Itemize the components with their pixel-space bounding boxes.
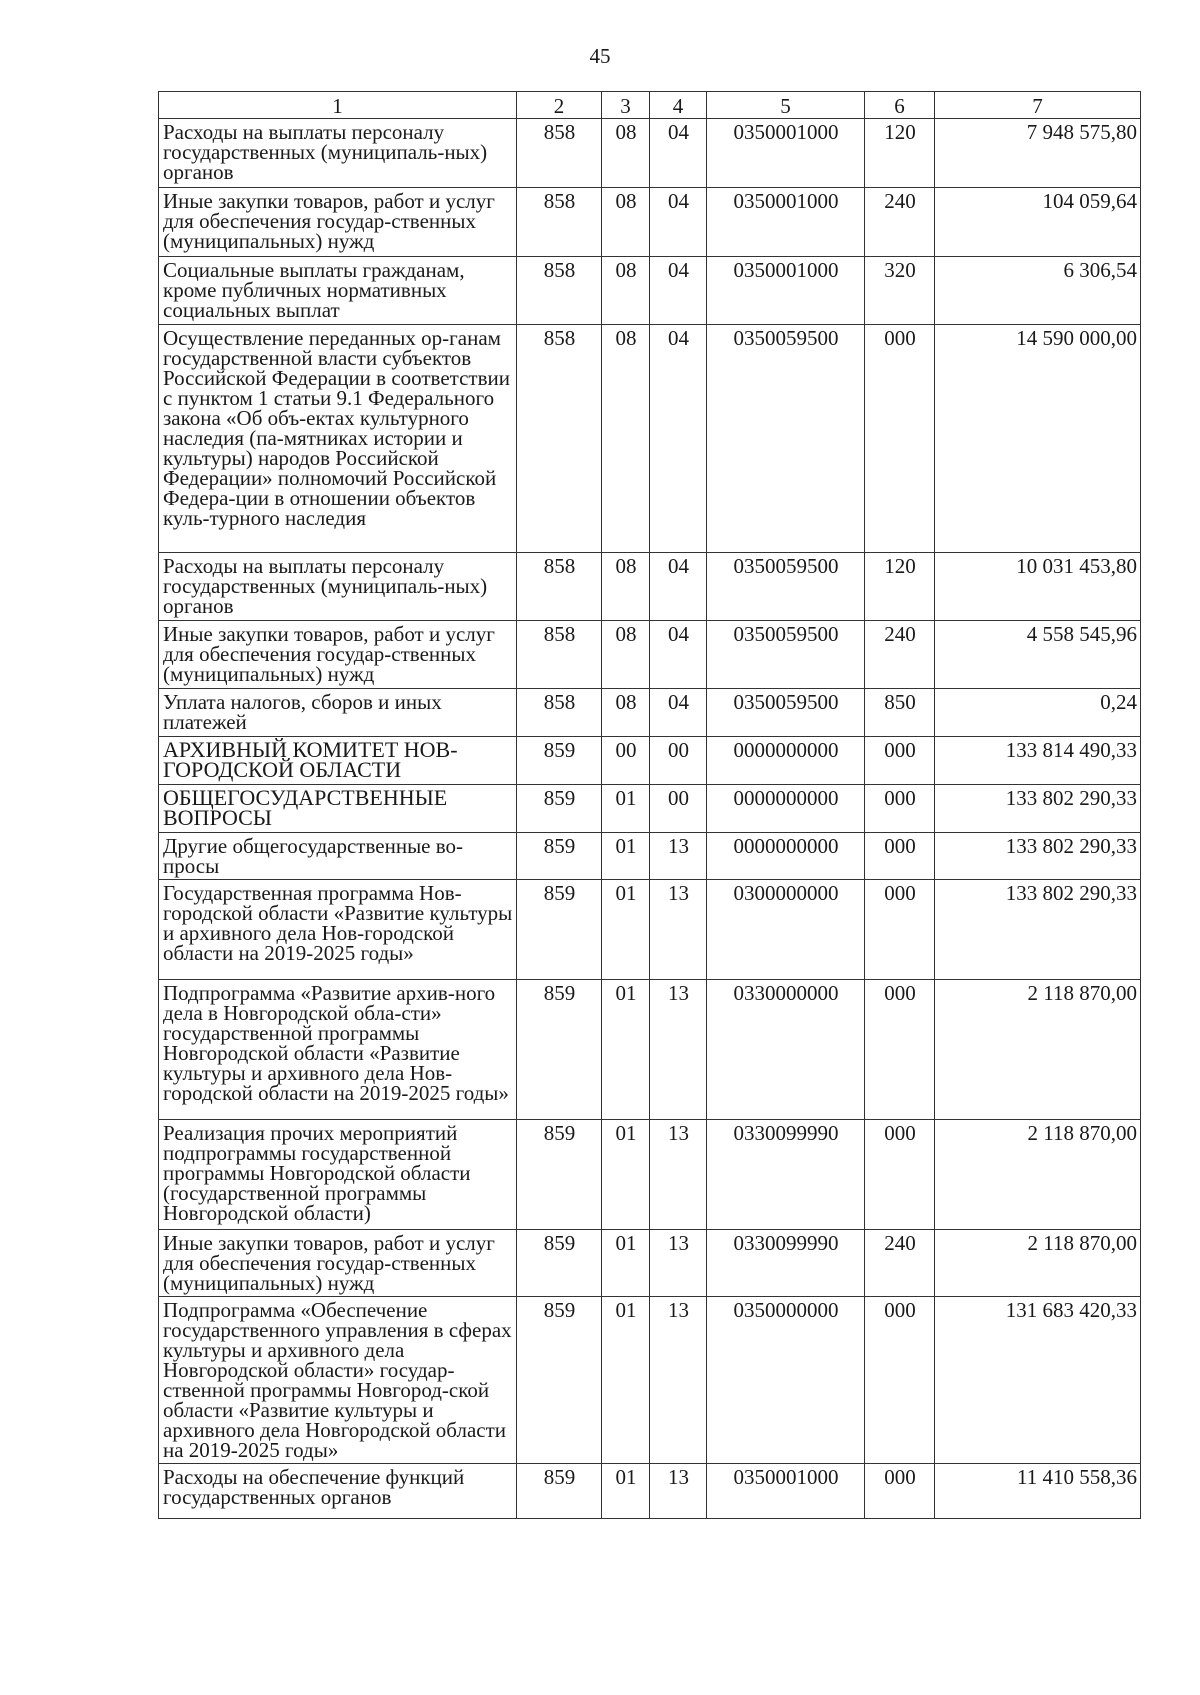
column-header-2: 2 <box>517 92 602 119</box>
section-cell: 01 <box>602 1297 650 1464</box>
section-cell: 01 <box>602 1120 650 1230</box>
amount-cell: 6 306,54 <box>935 257 1141 325</box>
admin-code-cell: 859 <box>517 1120 602 1230</box>
expense-type-cell: 000 <box>865 980 935 1120</box>
target-article-cell: 0000000000 <box>707 785 865 833</box>
section-cell: 08 <box>602 188 650 257</box>
expense-type-cell: 000 <box>865 880 935 980</box>
amount-cell: 0,24 <box>935 689 1141 737</box>
amount-cell: 2 118 870,00 <box>935 980 1141 1120</box>
admin-code-cell: 858 <box>517 689 602 737</box>
row-name-cell: Государственная программа Нов-городской области «Развитие культуры и архивного дела Нов-городской области на 2019-2025 годы» <box>159 880 517 980</box>
row-name-cell: АРХИВНЫЙ КОМИТЕТ НОВ-ГОРОДСКОЙ ОБЛАСТИ <box>159 737 517 785</box>
admin-code-cell: 859 <box>517 737 602 785</box>
target-article-cell: 0000000000 <box>707 833 865 880</box>
subsection-cell: 04 <box>650 188 707 257</box>
section-cell: 08 <box>602 553 650 621</box>
table-row <box>159 1297 1141 1464</box>
expense-type-cell: 000 <box>865 325 935 553</box>
section-cell: 00 <box>602 737 650 785</box>
amount-cell: 7 948 575,80 <box>935 119 1141 188</box>
section-cell: 01 <box>602 833 650 880</box>
expense-type-cell: 320 <box>865 257 935 325</box>
subsection-cell: 00 <box>650 737 707 785</box>
table-row <box>159 119 1141 188</box>
amount-cell: 131 683 420,33 <box>935 1297 1141 1464</box>
amount-cell: 133 802 290,33 <box>935 833 1141 880</box>
section-cell: 01 <box>602 1464 650 1519</box>
amount-cell: 10 031 453,80 <box>935 553 1141 621</box>
table-row <box>159 880 1141 980</box>
target-article-cell: 0350059500 <box>707 689 865 737</box>
target-article-cell: 0000000000 <box>707 737 865 785</box>
row-name-cell: Подпрограмма «Обеспечение государственного управления в сферах культуры и архивного дела Новгородской области» государ-ственной программы Новгород-ской области «Развитие культуры и архивного дела Новгородской области на 2019-2025 годы» <box>159 1297 517 1464</box>
table-row <box>159 980 1141 1120</box>
admin-code-cell: 858 <box>517 553 602 621</box>
expense-type-cell: 850 <box>865 689 935 737</box>
subsection-cell: 13 <box>650 980 707 1120</box>
table-row <box>159 689 1141 737</box>
target-article-cell: 0350059500 <box>707 553 865 621</box>
subsection-cell: 04 <box>650 119 707 188</box>
subsection-cell: 13 <box>650 1297 707 1464</box>
admin-code-cell: 859 <box>517 1297 602 1464</box>
column-header-5: 5 <box>707 92 865 119</box>
row-name-cell: Осуществление переданных ор-ганам государственной власти субъектов Российской Федерации в соответствии с пунктом 1 статьи 9.1 Федерального закона «Об объ-ектах культурного наследия (па-мятниках истории и культуры) народов Российской Федерации» полномочий Российской Федера-ции в отношении объектов куль-турного наследия <box>159 325 517 553</box>
subsection-cell: 04 <box>650 325 707 553</box>
row-name-cell: ОБЩЕГОСУДАРСТВЕННЫЕ ВОПРОСЫ <box>159 785 517 833</box>
header-row <box>159 92 1141 119</box>
subsection-cell: 04 <box>650 553 707 621</box>
row-name-cell: Иные закупки товаров, работ и услуг для обеспечения государ-ственных (муниципальных) нужд <box>159 1230 517 1297</box>
admin-code-cell: 858 <box>517 188 602 257</box>
section-cell: 08 <box>602 119 650 188</box>
table-row <box>159 1120 1141 1230</box>
row-name-cell: Расходы на обеспечение функций государственных органов <box>159 1464 517 1519</box>
section-cell: 08 <box>602 689 650 737</box>
row-name-cell: Социальные выплаты гражданам, кроме публичных нормативных социальных выплат <box>159 257 517 325</box>
section-cell: 08 <box>602 325 650 553</box>
target-article-cell: 0330000000 <box>707 980 865 1120</box>
table-row <box>159 1464 1141 1519</box>
subsection-cell: 13 <box>650 833 707 880</box>
target-article-cell: 0350000000 <box>707 1297 865 1464</box>
subsection-cell: 00 <box>650 785 707 833</box>
column-header-3: 3 <box>602 92 650 119</box>
amount-cell: 4 558 545,96 <box>935 621 1141 689</box>
section-cell: 01 <box>602 980 650 1120</box>
subsection-cell: 13 <box>650 1464 707 1519</box>
row-name-cell: Иные закупки товаров, работ и услуг для обеспечения государ-ственных (муниципальных) нужд <box>159 621 517 689</box>
row-name-cell: Реализация прочих мероприятий подпрограммы государственной программы Новгородской области (государственной программы Новгородской области) <box>159 1120 517 1230</box>
expense-type-cell: 000 <box>865 833 935 880</box>
target-article-cell: 0330099990 <box>707 1230 865 1297</box>
expense-type-cell: 240 <box>865 621 935 689</box>
target-article-cell: 0350059500 <box>707 621 865 689</box>
target-article-cell: 0350059500 <box>707 325 865 553</box>
admin-code-cell: 859 <box>517 980 602 1120</box>
amount-cell: 2 118 870,00 <box>935 1230 1141 1297</box>
expense-type-cell: 000 <box>865 1297 935 1464</box>
amount-cell: 133 814 490,33 <box>935 737 1141 785</box>
target-article-cell: 0350001000 <box>707 119 865 188</box>
column-header-6: 6 <box>865 92 935 119</box>
section-cell: 08 <box>602 621 650 689</box>
column-header-1: 1 <box>159 92 517 119</box>
row-name-cell: Расходы на выплаты персоналу государственных (муниципаль-ных) органов <box>159 119 517 188</box>
admin-code-cell: 859 <box>517 785 602 833</box>
table-row <box>159 188 1141 257</box>
admin-code-cell: 858 <box>517 621 602 689</box>
expense-type-cell: 000 <box>865 1120 935 1230</box>
target-article-cell: 0350001000 <box>707 257 865 325</box>
amount-cell: 133 802 290,33 <box>935 785 1141 833</box>
subsection-cell: 04 <box>650 689 707 737</box>
row-name-cell: Подпрограмма «Развитие архив-ного дела в Новгородской обла-сти» государственной программы Новгородской области «Развитие культуры и архивного дела Нов-городской области на 2019-2025 годы» <box>159 980 517 1120</box>
budget-table <box>158 91 1141 1519</box>
section-cell: 01 <box>602 1230 650 1297</box>
table-row <box>159 325 1141 553</box>
target-article-cell: 0300000000 <box>707 880 865 980</box>
subsection-cell: 04 <box>650 621 707 689</box>
table-row <box>159 257 1141 325</box>
admin-code-cell: 858 <box>517 257 602 325</box>
table-row <box>159 553 1141 621</box>
expense-type-cell: 000 <box>865 737 935 785</box>
amount-cell: 104 059,64 <box>935 188 1141 257</box>
amount-cell: 11 410 558,36 <box>935 1464 1141 1519</box>
admin-code-cell: 858 <box>517 119 602 188</box>
expense-type-cell: 120 <box>865 119 935 188</box>
admin-code-cell: 858 <box>517 325 602 553</box>
target-article-cell: 0350001000 <box>707 1464 865 1519</box>
expense-type-cell: 240 <box>865 188 935 257</box>
page-number: 45 <box>589 44 611 68</box>
table-row <box>159 621 1141 689</box>
target-article-cell: 0350001000 <box>707 188 865 257</box>
expense-type-cell: 000 <box>865 1464 935 1519</box>
amount-cell: 2 118 870,00 <box>935 1120 1141 1230</box>
row-name-cell: Другие общегосударственные во-просы <box>159 833 517 880</box>
section-cell: 01 <box>602 880 650 980</box>
row-name-cell: Расходы на выплаты персоналу государственных (муниципаль-ных) органов <box>159 553 517 621</box>
target-article-cell: 0330099990 <box>707 1120 865 1230</box>
section-cell: 01 <box>602 785 650 833</box>
row-name-cell: Иные закупки товаров, работ и услуг для обеспечения государ-ственных (муниципальных) нужд <box>159 188 517 257</box>
expense-type-cell: 000 <box>865 785 935 833</box>
table-row <box>159 737 1141 785</box>
amount-cell: 133 802 290,33 <box>935 880 1141 980</box>
subsection-cell: 04 <box>650 257 707 325</box>
column-header-7: 7 <box>935 92 1141 119</box>
admin-code-cell: 859 <box>517 1230 602 1297</box>
column-header-4: 4 <box>650 92 707 119</box>
amount-cell: 14 590 000,00 <box>935 325 1141 553</box>
table-row <box>159 785 1141 833</box>
row-name-cell: Уплата налогов, сборов и иных платежей <box>159 689 517 737</box>
section-cell: 08 <box>602 257 650 325</box>
subsection-cell: 13 <box>650 880 707 980</box>
table-row <box>159 833 1141 880</box>
subsection-cell: 13 <box>650 1230 707 1297</box>
admin-code-cell: 859 <box>517 1464 602 1519</box>
admin-code-cell: 859 <box>517 833 602 880</box>
expense-type-cell: 240 <box>865 1230 935 1297</box>
table-row <box>159 1230 1141 1297</box>
expense-type-cell: 120 <box>865 553 935 621</box>
subsection-cell: 13 <box>650 1120 707 1230</box>
admin-code-cell: 859 <box>517 880 602 980</box>
